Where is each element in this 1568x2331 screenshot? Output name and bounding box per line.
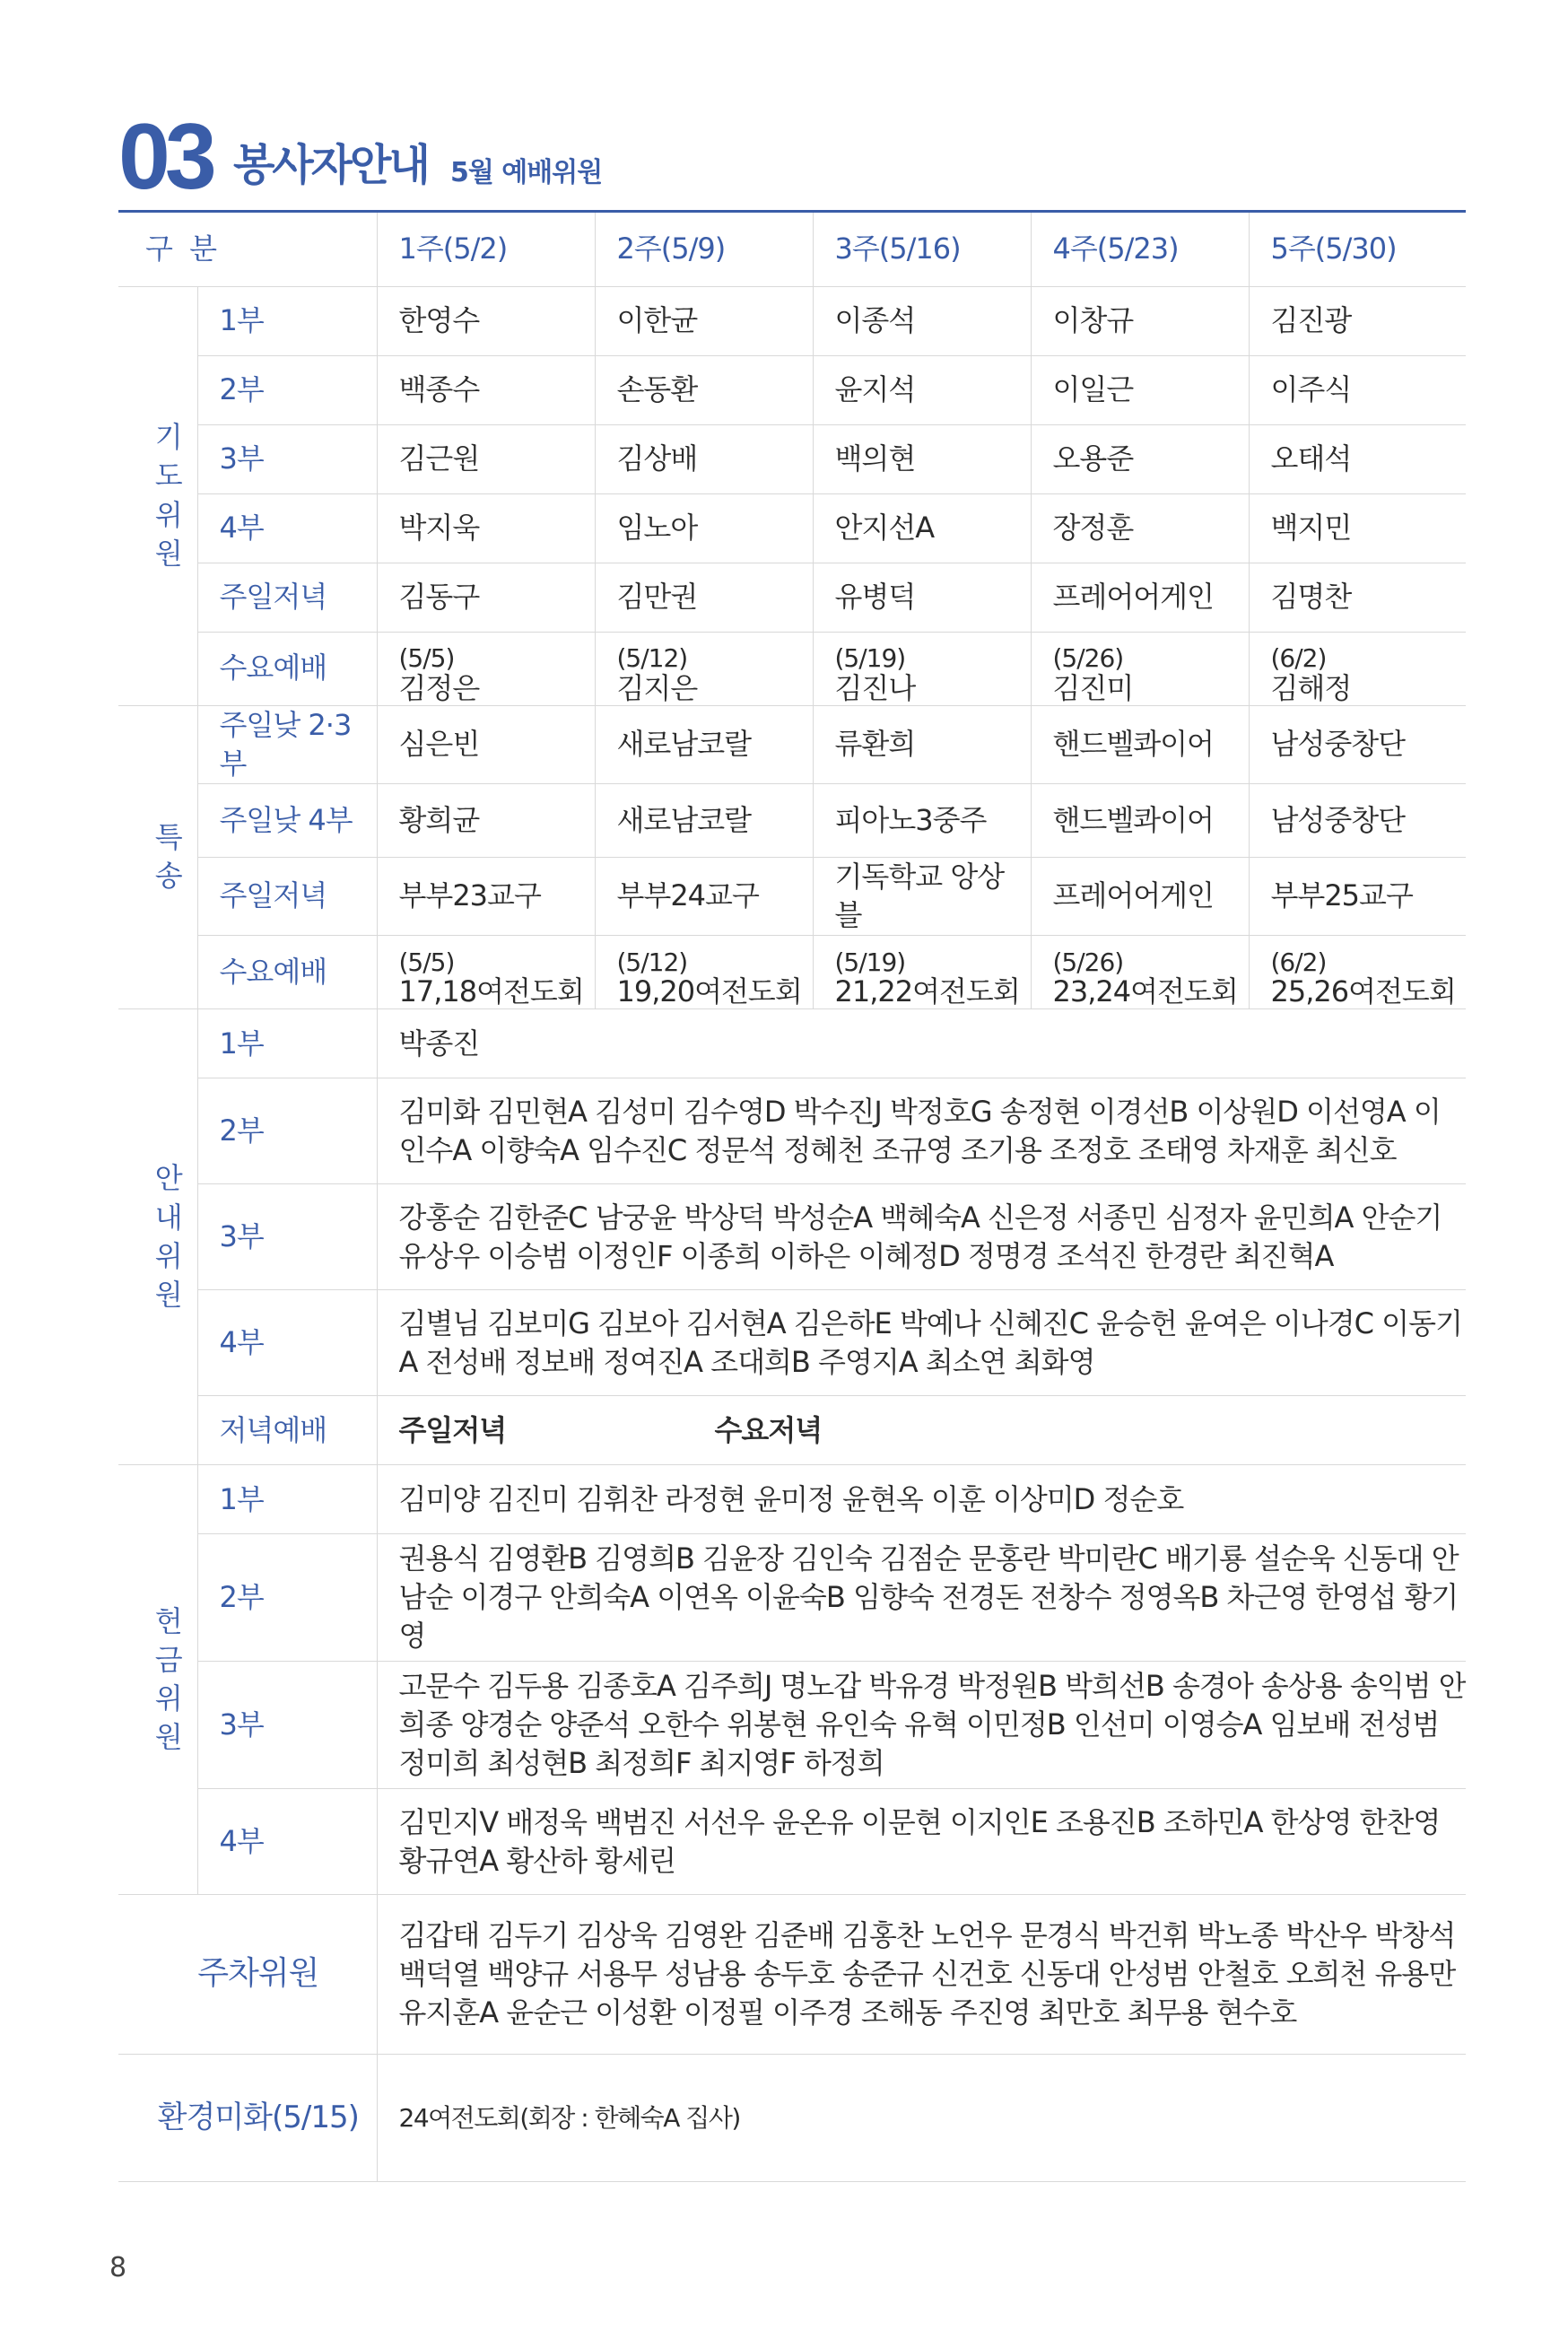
parking-section [118,1895,1466,2055]
parking-names: 김갑태 김두기 김상욱 김영완 김준배 김홍찬 노언우 문경식 박건휘 박노종 박산우 박창석 백덕열 백양규 서용무 성남용 송두호 송준규 신건호 신동대 안성범 안철호 오희천 유용만 유지훈A 윤순근 이성환 이정필 이주경 조해동 주진영 최만호 최무용 현수호 [377,1895,1466,2055]
table-row [118,1078,1466,1184]
table-cell: 피아노3중주 [813,783,1031,857]
column-label-category: 구 분 [118,213,377,286]
table-row [118,1534,1466,1662]
names-cell: 김민지V 배정욱 백범진 서선우 윤온유 이문현 이지인E 조용진B 조하민A 한상영 한찬영 황규연A 황산하 황세린 [377,1789,1466,1895]
table-header-row [118,213,1466,286]
column-week-4: 4주(5/23) [1031,213,1249,286]
table-row [118,355,1466,424]
names-cell [377,1396,1466,1465]
table-cell: 백지민 [1249,493,1466,563]
row-label: 주일낮 2·3부 [197,705,377,783]
table-cell [1031,936,1249,1009]
table-cell: 안지선A [813,493,1031,563]
sunday-evening-label: 주일저녁 [398,1412,507,1447]
cell-date: (5/26) [1052,947,1124,978]
section-subtitle: 5월 예배위원 [450,157,603,188]
volunteer-table [118,213,1466,2182]
table-cell: 기독학교 앙상블 [813,857,1031,935]
usher-group-label: 안 내 위 원 [118,1009,197,1465]
offering-section [118,1465,1466,1895]
names-cell: 고문수 김두용 김종호A 김주희J 명노갑 박유경 박정원B 박희선B 송경아 송상용 송익범 안희종 양경순 양준석 오한수 위봉현 유인숙 유혁 이민정B 인선미 이영승A 임보배 전성범 정미희 최성현B 최정희F 최지영F 하정희 [377,1662,1466,1789]
environment-label: 환경미화(5/15) [118,2055,377,2182]
offering-group-label: 헌 금 위 원 [118,1465,197,1895]
table-row [118,936,1466,1009]
cell-name: 김진나 [834,670,916,705]
table-cell: 새로남코랄 [595,705,813,783]
table-cell: 박지욱 [377,493,595,563]
table-cell: 백종수 [377,355,595,424]
cell-date: (5/26) [1052,643,1124,674]
table-cell: 오태석 [1249,424,1466,493]
table-cell: 김명찬 [1249,563,1466,632]
table-cell: 부부23교구 [377,857,595,935]
table-cell: 핸드벨콰이어 [1031,705,1249,783]
cell-date: (6/2) [1270,947,1327,978]
names-cell: 김미양 김진미 김휘찬 라정현 윤미정 윤현옥 이훈 이상미D 정순호 [377,1465,1466,1534]
table-cell: 프레어어게인 [1031,857,1249,935]
table-row [118,1465,1466,1534]
table-row [118,563,1466,632]
table-cell [377,936,595,1009]
column-week-2: 2주(5/9) [595,213,813,286]
table-cell: 심은빈 [377,705,595,783]
table-cell: 손동환 [595,355,813,424]
table-cell: 남성중창단 [1249,705,1466,783]
prayer-section [118,286,1466,705]
section-number: 03 [118,105,212,209]
row-label: 주일저녁 [197,857,377,935]
table-row [118,705,1466,783]
row-label: 3부 [197,1662,377,1789]
table-cell [1249,936,1466,1009]
table-cell: 백의현 [813,424,1031,493]
table-cell: 김상배 [595,424,813,493]
section-header [118,105,1464,209]
cell-date: (5/19) [834,643,906,674]
row-label: 저녁예배 [197,1396,377,1465]
table-cell: 핸드벨콰이어 [1031,783,1249,857]
section-title: 봉사자안내 [233,140,428,190]
page-number: 8 [109,2252,127,2283]
usher-section [118,1009,1466,1465]
table-cell [377,632,595,705]
row-label: 3부 [197,424,377,493]
table-cell: 윤지석 [813,355,1031,424]
names-cell: 김미화 김민현A 김성미 김수영D 박수진J 박정호G 송정현 이경선B 이상원D 이선영A 이인수A 이향숙A 임수진C 정문석 정혜천 조규영 조기용 조정호 조태영 차재훈 최신호 [377,1078,1466,1184]
table-cell: 유병덕 [813,563,1031,632]
cell-name: 25,26여전도회 [1270,974,1456,1009]
table-cell: 프레어어게인 [1031,563,1249,632]
table-row [118,1184,1466,1290]
table-cell: 황희균 [377,783,595,857]
row-label: 4부 [197,493,377,563]
cell-date: (5/5) [398,947,455,978]
row-label: 1부 [197,1009,377,1078]
cell-date: (5/12) [616,947,688,978]
environment-text: 24여전도회(회장 : 한혜숙A 집사) [377,2055,1466,2182]
table-row [118,493,1466,563]
names-cell: 박종진 [377,1009,1466,1078]
table-row [118,1789,1466,1895]
table-cell: 김근원 [377,424,595,493]
cell-date: (5/19) [834,947,906,978]
table-row [118,857,1466,935]
row-label: 주일낮 4부 [197,783,377,857]
names-cell: 권용식 김영환B 김영희B 김윤장 김인숙 김점순 문홍란 박미란C 배기룡 설순욱 신동대 안남순 이경구 안희숙A 이연옥 이윤숙B 임향숙 전경돈 전창수 정영옥B 차근영 한영섭 황기영 [377,1534,1466,1662]
table-cell [1031,632,1249,705]
cell-date: (5/12) [616,643,688,674]
special-section [118,705,1466,1009]
row-label: 1부 [197,1465,377,1534]
table-cell: 김동구 [377,563,595,632]
row-label: 2부 [197,1534,377,1662]
table-cell: 이주식 [1249,355,1466,424]
table-cell: 이종석 [813,286,1031,355]
row-label: 2부 [197,1078,377,1184]
table-cell: 장정훈 [1031,493,1249,563]
row-label: 3부 [197,1184,377,1290]
row-label: 1부 [197,286,377,355]
table-cell: 김진광 [1249,286,1466,355]
row-label: 2부 [197,355,377,424]
table-row [118,286,1466,355]
row-label: 수요예배 [197,936,377,1009]
table-cell: 한영수 [377,286,595,355]
table-cell: 새로남코랄 [595,783,813,857]
row-label: 주일저녁 [197,563,377,632]
cell-name: 19,20여전도회 [616,974,802,1009]
table-cell [1249,632,1466,705]
table-cell: 부부25교구 [1249,857,1466,935]
table-cell: 남성중창단 [1249,783,1466,857]
column-week-5: 5주(5/30) [1249,213,1466,286]
special-group-label: 특 송 [118,705,197,1009]
table-row [118,1009,1466,1078]
table-row [118,424,1466,493]
table-row [118,1895,1466,2055]
table-row [118,632,1466,705]
table-row [118,783,1466,857]
table-cell: 이창규 [1031,286,1249,355]
table-cell: 오용준 [1031,424,1249,493]
cell-name: 17,18여전도회 [398,974,584,1009]
table-row [118,1662,1466,1789]
column-week-3: 3주(5/16) [813,213,1031,286]
parking-label: 주차위원 [118,1895,377,2055]
environment-section [118,2055,1466,2182]
cell-name: 김해정 [1270,670,1352,705]
table-row [118,2055,1466,2182]
table-cell: 임노아 [595,493,813,563]
names-cell: 김별님 김보미G 김보아 김서현A 김은하E 박예나 신혜진C 윤승헌 윤여은 이나경C 이동기A 전성배 정보배 정여진A 조대희B 주영지A 최소연 최화영 [377,1290,1466,1396]
table-cell [813,632,1031,705]
wednesday-evening-label: 수요저녁 [714,1412,823,1447]
column-week-1: 1주(5/2) [377,213,595,286]
cell-name: 김정은 [398,670,480,705]
row-label: 수요예배 [197,632,377,705]
cell-name: 23,24여전도회 [1052,974,1238,1009]
table-cell: 류환희 [813,705,1031,783]
cell-name: 김진미 [1052,670,1134,705]
row-label: 4부 [197,1290,377,1396]
table-cell [595,936,813,1009]
names-cell: 강홍순 김한준C 남궁윤 박상덕 박성순A 백혜숙A 신은정 서종민 심정자 윤민희A 안순기 유상우 이승범 이정인F 이종희 이하은 이혜정D 정명경 조석진 한경란 최진혁A [377,1184,1466,1290]
cell-name: 김지은 [616,670,698,705]
cell-date: (5/5) [398,643,455,674]
cell-name: 21,22여전도회 [834,974,1020,1009]
table-row [118,1396,1466,1465]
table-cell [595,632,813,705]
table-cell: 이일근 [1031,355,1249,424]
table-cell: 이한균 [595,286,813,355]
table-row [118,1290,1466,1396]
row-label: 4부 [197,1789,377,1895]
table-cell: 부부24교구 [595,857,813,935]
table-cell [813,936,1031,1009]
table-cell: 김만권 [595,563,813,632]
prayer-group-label: 기 도 위 원 [118,286,197,705]
cell-date: (6/2) [1270,643,1327,674]
